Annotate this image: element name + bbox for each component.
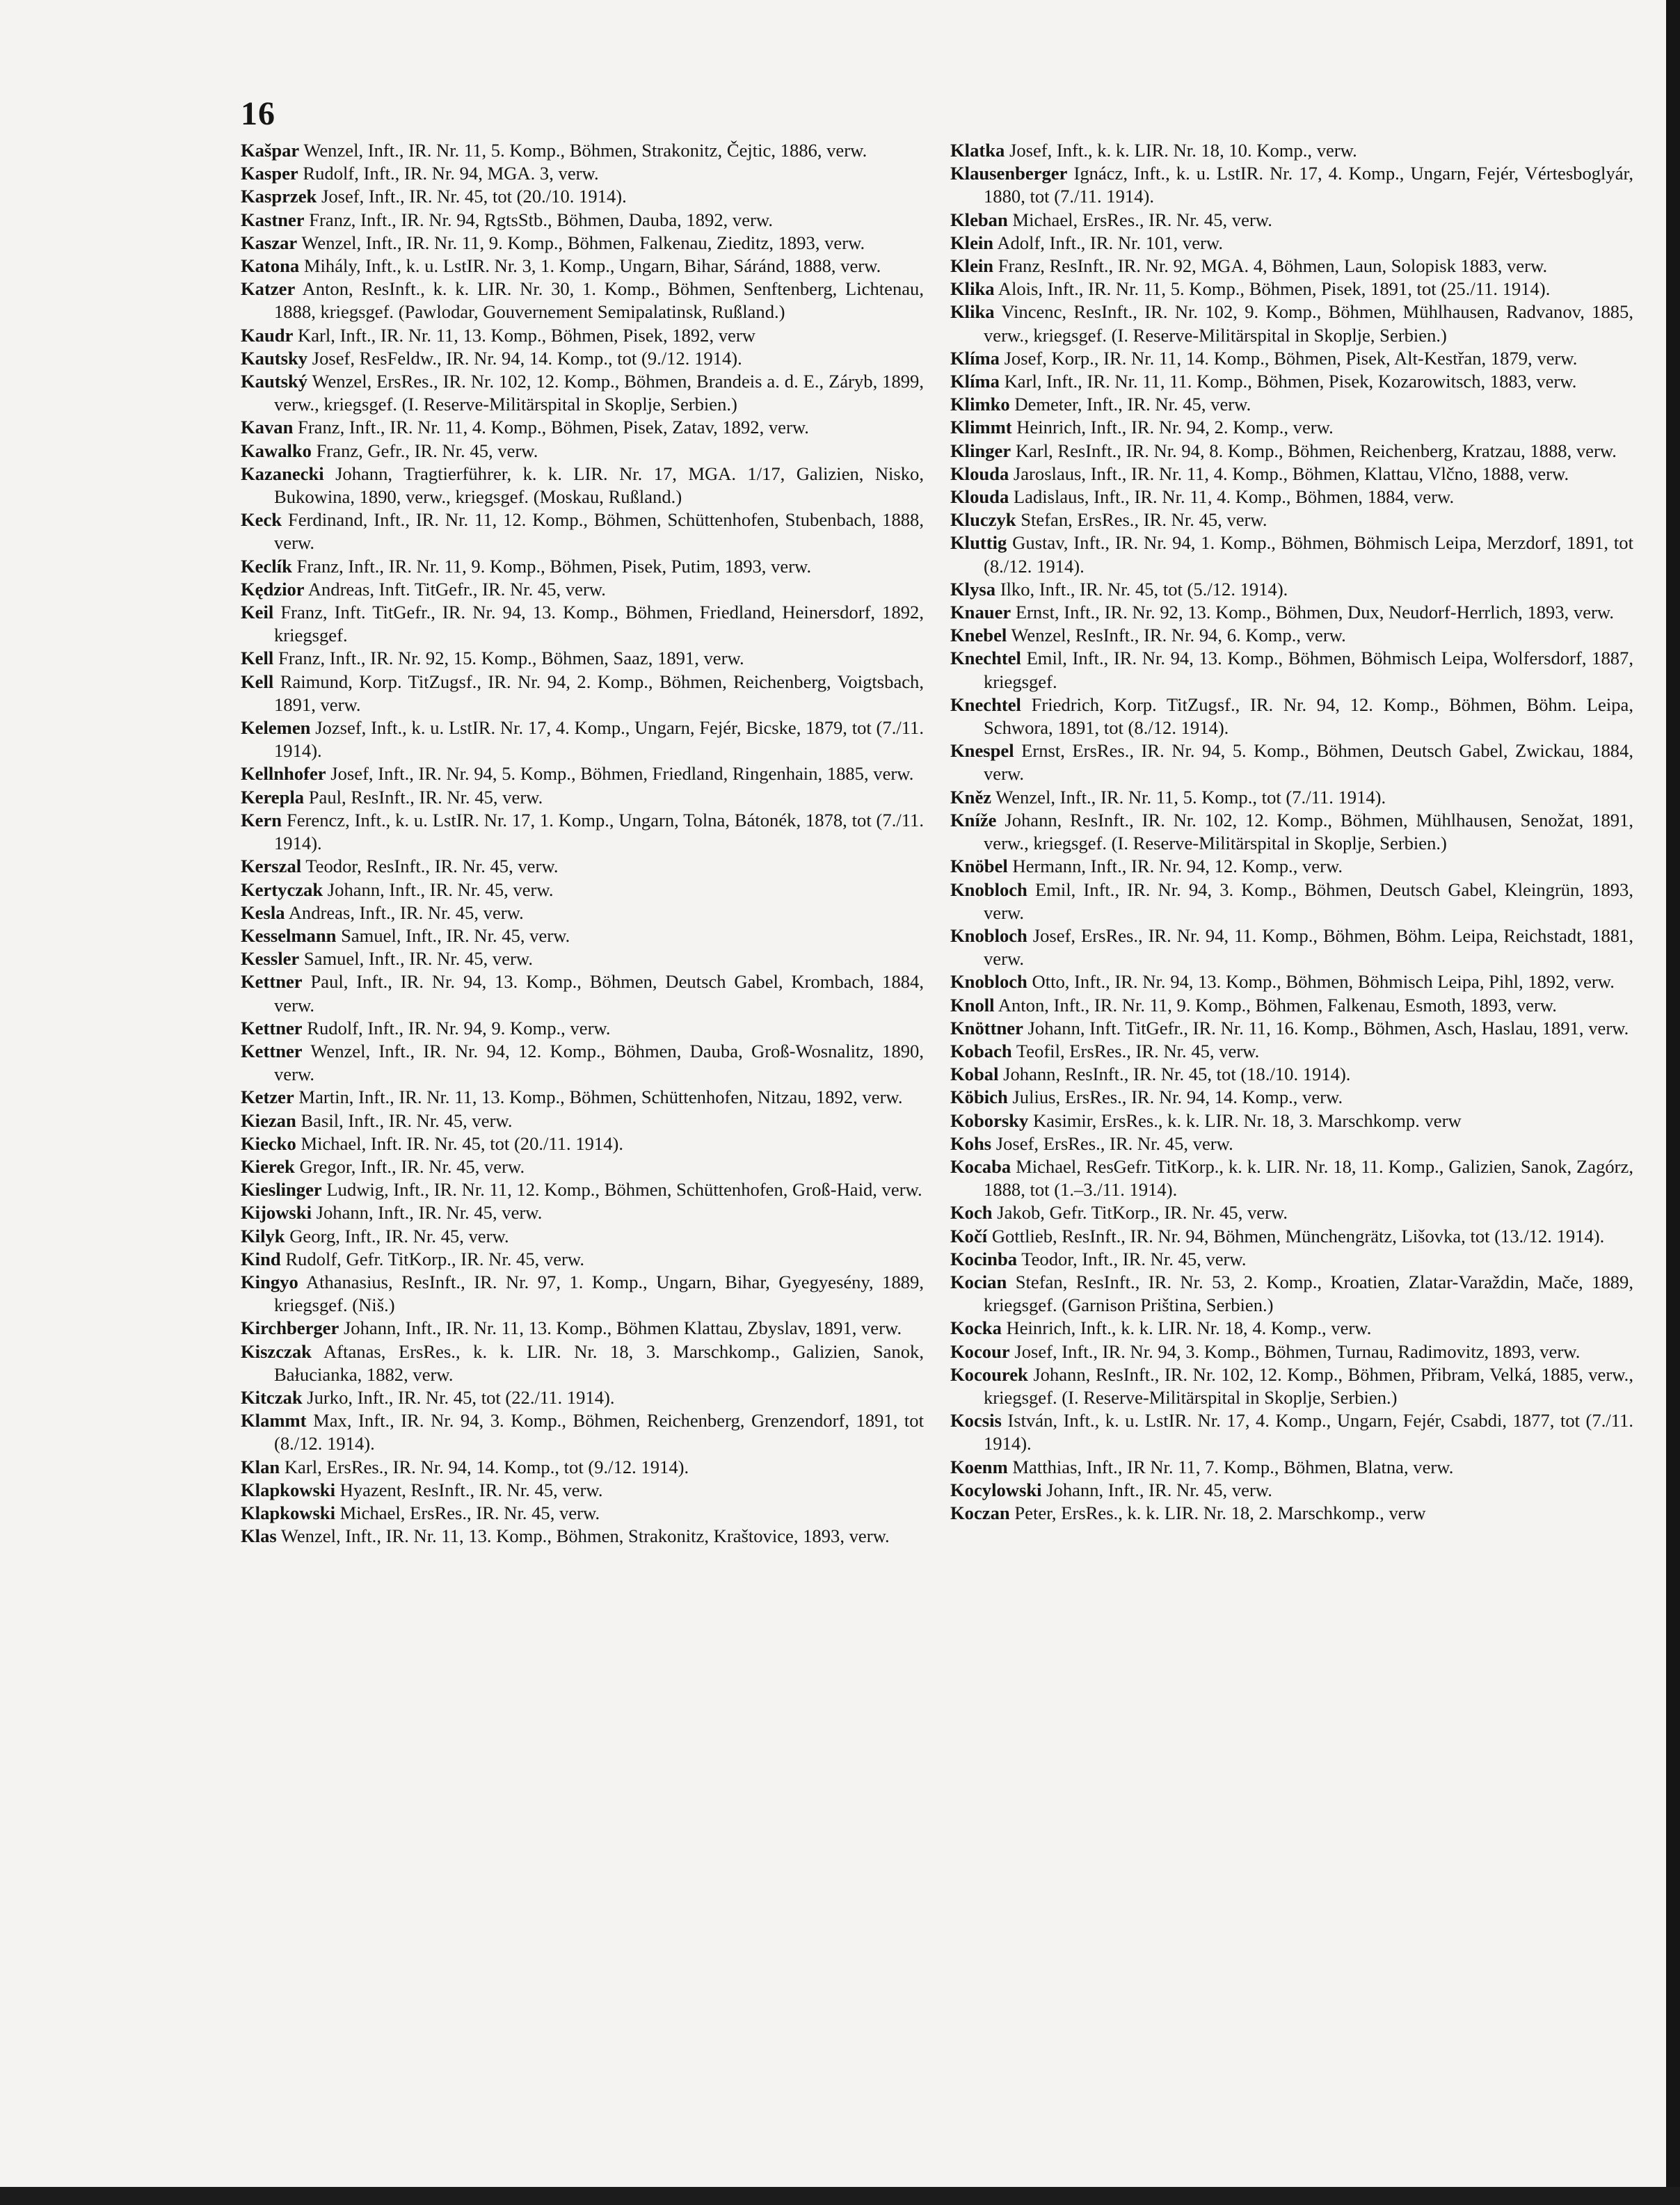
surname: Klapkowski [241, 1502, 335, 1523]
surname: Kobach [950, 1040, 1012, 1061]
entry-details: Franz, Inft., IR. Nr. 11, 9. Komp., Böhmen, Pisek, Putim, 1893, verw. [296, 555, 812, 577]
entry-details: Heinrich, Inft., IR. Nr. 94, 2. Komp., verw. [1016, 417, 1334, 438]
casualty-entry [241, 278, 924, 323]
entry-details: Franz, Inft., IR. Nr. 11, 4. Komp., Böhmen, Pisek, Zatav, 1892, verw. [298, 417, 809, 438]
scan-border-bottom [0, 2187, 1680, 2205]
entry-details: Teofil, ErsRes., IR. Nr. 45, verw. [1016, 1040, 1260, 1061]
casualty-entry [950, 1502, 1633, 1525]
entry-details: Josef, ErsRes., IR. Nr. 45, verw. [995, 1132, 1233, 1154]
entry-details: Rudolf, Gefr. TitKorp., IR. Nr. 45, verw. [285, 1248, 584, 1269]
surname: Kohs [950, 1132, 992, 1154]
entry-details: Johann, Inft., IR. Nr. 45, verw. [316, 1202, 543, 1224]
casualty-entry [950, 879, 1633, 924]
entry-details: Johann, ResInft., IR. Nr. 45, tot (18./10. 1914). [1003, 1064, 1351, 1085]
entry-details: Heinrich, Inft., k. k. LIR. Nr. 18, 4. Komp., verw. [1006, 1317, 1372, 1339]
entry-details: Wenzel, ResInft., IR. Nr. 94, 6. Komp., verw. [1011, 625, 1346, 646]
surname: Klysa [950, 578, 996, 600]
surname: Kilyk [241, 1225, 285, 1246]
entry-details: Andreas, Inft. TitGefr., IR. Nr. 45, verw. [307, 578, 606, 600]
surname: Kocsis [950, 1410, 1002, 1432]
casualty-entry [241, 855, 924, 878]
casualty-entry [241, 1040, 924, 1086]
casualty-entry [950, 924, 1633, 970]
surname: Kastner [241, 209, 305, 230]
casualty-entry [950, 347, 1633, 370]
casualty-entry [950, 162, 1633, 208]
surname: Keclík [241, 555, 292, 577]
entry-details: Ilko, Inft., IR. Nr. 45, tot (5./12. 1914). [1000, 578, 1288, 600]
casualty-entry [950, 855, 1633, 878]
entry-details: Ludwig, Inft., IR. Nr. 11, 12. Komp., Böhmen, Schüttenhofen, Groß-Haid, verw. [326, 1179, 922, 1201]
casualty-entry [241, 1225, 924, 1248]
casualty-entry [950, 624, 1633, 647]
casualty-entry [950, 1132, 1633, 1155]
casualty-entry [950, 232, 1633, 255]
casualty-entry [950, 255, 1633, 278]
entry-details: Anton, ResInft., k. k. LIR. Nr. 30, 1. Komp., Böhmen, Senftenberg, Lichtenau, 1888, kriegsgef. (Pawlodar, Gouvernement Semipalatinsk, Rußland.) [274, 278, 924, 323]
entry-details: Ladislaus, Inft., IR. Nr. 11, 4. Komp., Böhmen, 1884, verw. [1013, 486, 1455, 508]
surname: Kočí [950, 1225, 988, 1246]
entry-details: Michael, ErsRes., IR. Nr. 45, verw. [339, 1502, 600, 1523]
entry-details: Josef, Inft., IR. Nr. 94, 5. Komp., Böhmen, Friedland, Ringenhain, 1885, verw. [330, 763, 914, 785]
surname: Klausenberger [950, 163, 1068, 184]
surname: Ketzer [241, 1087, 294, 1108]
surname: Kettner [241, 1040, 303, 1061]
surname: Koch [950, 1202, 993, 1224]
casualty-entry [241, 647, 924, 670]
casualty-entry [241, 762, 924, 785]
surname: Klein [950, 255, 994, 277]
casualty-entry [241, 1456, 924, 1479]
casualty-entry [241, 1386, 924, 1409]
entry-details: Ferencz, Inft., k. u. LstIR. Nr. 17, 1. Komp., Ungarn, Tolna, Bátonék, 1878, tot (7./11. 1914). [274, 809, 924, 854]
entry-details: Ernst, ErsRes., IR. Nr. 94, 5. Komp., Böhmen, Deutsch Gabel, Zwickau, 1884, verw. [984, 740, 1633, 785]
casualty-entry [950, 370, 1633, 393]
casualty-entry [241, 347, 924, 370]
casualty-entry [950, 647, 1633, 693]
surname: Knebel [950, 625, 1007, 646]
surname: Knöttner [950, 1017, 1023, 1039]
casualty-entry [950, 139, 1633, 162]
casualty-entry [241, 601, 924, 647]
surname: Kerszal [241, 856, 302, 877]
casualty-entry [950, 1201, 1633, 1224]
surname: Kingyo [241, 1271, 298, 1292]
surname: Kertyczak [241, 879, 323, 900]
casualty-entry [241, 671, 924, 716]
casualty-entry [241, 879, 924, 901]
entry-details: Rudolf, Inft., IR. Nr. 94, 9. Komp., verw. [307, 1017, 611, 1039]
casualty-entry [950, 486, 1633, 508]
entry-details: Franz, ResInft., IR. Nr. 92, MGA. 4, Böhmen, Laun, Solopisk 1883, verw. [998, 255, 1548, 277]
entry-details: Paul, Inft., IR. Nr. 94, 13. Komp., Böhmen, Deutsch Gabel, Krombach, 1884, verw. [274, 971, 924, 1016]
entry-details: Jurko, Inft., IR. Nr. 45, tot (22./11. 1914). [307, 1386, 615, 1408]
entry-details: Jozsef, Inft., k. u. LstIR. Nr. 17, 4. Komp., Ungarn, Fejér, Bicske, 1879, tot (7./11. 1914). [274, 717, 924, 762]
left-column [241, 139, 924, 1548]
page-number: 16 [241, 95, 275, 132]
surname: Kerepla [241, 786, 305, 808]
entry-details: Samuel, Inft., IR. Nr. 45, verw. [303, 948, 534, 970]
surname: Klika [950, 278, 995, 300]
surname: Kasprzek [241, 186, 317, 207]
entry-details: Johann, Inft., IR. Nr. 45, verw. [1046, 1479, 1272, 1500]
entry-details: Raimund, Korp. TitZugsf., IR. Nr. 94, 2. Komp., Böhmen, Reichenberg, Voigtsbach, 1891, verw. [274, 671, 924, 715]
scan-border-right [1666, 0, 1680, 2205]
entry-details: Franz, Inft. TitGefr., IR. Nr. 94, 13. Komp., Böhmen, Friedland, Heinersdorf, 1892, kriegsgef. [274, 602, 924, 646]
casualty-entry [241, 463, 924, 508]
surname: Kobal [950, 1064, 999, 1085]
surname: Keil [241, 602, 274, 623]
casualty-entry [241, 1178, 924, 1201]
surname: Klapkowski [241, 1479, 335, 1500]
casualty-entry [241, 324, 924, 347]
entry-details: Karl, Inft., IR. Nr. 11, 11. Komp., Böhmen, Pisek, Kozarowitsch, 1883, verw. [1004, 371, 1577, 392]
entry-details: Ernst, Inft., IR. Nr. 92, 13. Komp., Böhmen, Dux, Neudorf-Herrlich, 1893, verw. [1015, 602, 1615, 623]
entry-details: Georg, Inft., IR. Nr. 45, verw. [289, 1225, 509, 1246]
surname: Kern [241, 809, 282, 831]
surname: Kirchberger [241, 1317, 339, 1339]
entry-details: Johann, Inft. TitGefr., IR. Nr. 11, 16. Komp., Böhmen, Asch, Haslau, 1891, verw. [1027, 1017, 1629, 1039]
surname: Klouda [950, 486, 1009, 508]
right-column [950, 139, 1633, 1525]
casualty-entry [950, 1479, 1633, 1502]
casualty-entry [950, 1340, 1633, 1363]
surname: Kell [241, 671, 274, 692]
casualty-entry [950, 1155, 1633, 1201]
entry-details: Samuel, Inft., IR. Nr. 45, verw. [341, 924, 570, 946]
surname: Klatka [950, 140, 1005, 161]
entry-details: Teodor, Inft., IR. Nr. 45, verw. [1021, 1248, 1247, 1269]
entry-details: Josef, ErsRes., IR. Nr. 94, 11. Komp., Böhmen, Böhm. Leipa, Reichstadt, 1881, verw. [984, 924, 1633, 970]
surname: Klíma [950, 371, 1000, 392]
surname: Kiszczak [241, 1340, 312, 1362]
surname: Kazanecki [241, 463, 324, 484]
entry-details: Karl, ResInft., IR. Nr. 94, 8. Komp., Böhmen, Reichenberg, Kratzau, 1888, verw. [1015, 440, 1617, 461]
entry-details: Rudolf, Inft., IR. Nr. 94, MGA. 3, verw. [303, 163, 599, 184]
casualty-entry [241, 924, 924, 947]
casualty-entry [241, 809, 924, 855]
surname: Kieslinger [241, 1179, 322, 1201]
surname: Klinger [950, 440, 1011, 461]
entry-details: Vincenc, ResInft., IR. Nr. 102, 9. Komp., Böhmen, Mühlhausen, Radvanov, 1885, verw., kriegsgef. (I. Reserve-Militärspital in Skoplje, Serbien.) [984, 301, 1633, 346]
surname: Kesselmann [241, 924, 337, 946]
entry-details: Peter, ErsRes., k. k. LIR. Nr. 18, 2. Marschkomp., verw [1014, 1502, 1426, 1523]
surname: Kiecko [241, 1132, 296, 1154]
surname: Klimmt [950, 417, 1012, 438]
entry-details: Franz, Inft., IR. Nr. 94, RgtsStb., Böhmen, Dauba, 1892, verw. [309, 209, 773, 230]
entry-details: Wenzel, Inft., IR. Nr. 11, 5. Komp., Böhmen, Strakonitz, Čejtic, 1886, verw. [303, 140, 867, 161]
entry-details: Josef, Inft., IR. Nr. 45, tot (20./10. 1914). [321, 186, 627, 207]
surname: Kettner [241, 1017, 303, 1039]
casualty-entry [241, 162, 924, 185]
surname: Klimko [950, 394, 1010, 415]
entry-details: Paul, ResInft., IR. Nr. 45, verw. [308, 786, 543, 808]
surname: Klas [241, 1525, 277, 1547]
casualty-entry [241, 209, 924, 232]
surname: Knobloch [950, 879, 1027, 900]
surname: Kawalko [241, 440, 312, 461]
surname: Kędzior [241, 578, 305, 600]
surname: Klíma [950, 347, 1000, 369]
surname: Kaszar [241, 232, 298, 253]
entry-details: Matthias, Inft., IR Nr. 11, 7. Komp., Böhmen, Blatna, verw. [1012, 1456, 1454, 1477]
entry-details: Johann, Inft., IR. Nr. 11, 13. Komp., Böhmen Klattau, Zbyslav, 1891, verw. [343, 1317, 902, 1339]
entry-details: Andreas, Inft., IR. Nr. 45, verw. [288, 901, 524, 923]
casualty-entry [241, 1132, 924, 1155]
entry-details: István, Inft., k. u. LstIR. Nr. 17, 4. Komp., Ungarn, Fejér, Csabdi, 1877, tot (7./11. 1914). [984, 1410, 1633, 1454]
entry-details: Alois, Inft., IR. Nr. 11, 5. Komp., Böhmen, Pisek, 1891, tot (25./11. 1914). [998, 278, 1551, 300]
surname: Knobloch [950, 971, 1027, 993]
casualty-entry [950, 463, 1633, 486]
entry-details: Basil, Inft., IR. Nr. 45, verw. [301, 1109, 513, 1131]
entry-details: Athanasius, ResInft., IR. Nr. 97, 1. Komp., Ungarn, Bihar, Gyegyesény, 1889, kriegsgef. (Niš.) [274, 1271, 924, 1316]
surname: Knechtel [950, 648, 1021, 669]
casualty-entry [950, 970, 1633, 993]
casualty-entry [241, 1479, 924, 1502]
surname: Kocinba [950, 1248, 1018, 1269]
entry-details: Gregor, Inft., IR. Nr. 45, verw. [299, 1155, 525, 1177]
surname: Kettner [241, 971, 303, 993]
casualty-entry [950, 1225, 1633, 1248]
casualty-entry [950, 531, 1633, 577]
casualty-entry [950, 440, 1633, 463]
surname: Kind [241, 1248, 281, 1269]
casualty-entry [950, 1086, 1633, 1109]
entry-details: Franz, Gefr., IR. Nr. 45, verw. [316, 440, 538, 461]
casualty-entry [241, 1017, 924, 1040]
entry-details: Gottlieb, ResInft., IR. Nr. 94, Böhmen, Münchengrätz, Lišovka, tot (13./12. 1914). [991, 1225, 1605, 1246]
surname: Kluczyk [950, 509, 1016, 531]
surname: Kautský [241, 371, 308, 392]
entry-details: Josef, ResFeldw., IR. Nr. 94, 14. Komp., tot (9./12. 1914). [312, 347, 742, 369]
entry-details: Martin, Inft., IR. Nr. 11, 13. Komp., Böhmen, Schüttenhofen, Nitzau, 1892, verw. [298, 1087, 903, 1108]
surname: Kesla [241, 901, 285, 923]
surname: Katzer [241, 278, 296, 300]
casualty-entry [241, 1409, 924, 1455]
casualty-entry [241, 578, 924, 601]
entry-details: Michael, Inft. IR. Nr. 45, tot (20./11. 1914). [301, 1132, 624, 1154]
casualty-entry [241, 232, 924, 255]
casualty-entry [950, 1271, 1633, 1317]
casualty-entry [241, 1525, 924, 1548]
casualty-entry [950, 393, 1633, 416]
surname: Klouda [950, 463, 1009, 484]
entry-details: Hyazent, ResInft., IR. Nr. 45, verw. [339, 1479, 603, 1500]
casualty-entry [241, 786, 924, 809]
surname: Kašpar [241, 140, 300, 161]
entry-details: Michael, ResGefr. TitKorp., k. k. LIR. Nr. 18, 11. Komp., Galizien, Sanok, Zagórz, 1888, tot (1.–3./11. 1914). [984, 1155, 1633, 1201]
surname: Kessler [241, 948, 300, 970]
surname: Kijowski [241, 1202, 312, 1224]
surname: Kellnhofer [241, 763, 326, 785]
entry-details: Ferdinand, Inft., IR. Nr. 11, 12. Komp., Böhmen, Schüttenhofen, Stubenbach, 1888, verw. [274, 509, 924, 554]
casualty-entry [241, 1086, 924, 1109]
surname: Knöbel [950, 856, 1008, 877]
entry-details: Stefan, ResInft., IR. Nr. 53, 2. Komp., Kroatien, Zlatar-Varaždin, Mače, 1889, kriegsgef. (Garnison Priština, Serbien.) [984, 1271, 1633, 1316]
entry-details: Josef, Inft., IR. Nr. 94, 3. Komp., Böhmen, Turnau, Radimovitz, 1893, verw. [1014, 1340, 1581, 1362]
casualty-entry [950, 601, 1633, 624]
entry-details: Otto, Inft., IR. Nr. 94, 13. Komp., Böhmen, Böhmisch Leipa, Pihl, 1892, verw. [1032, 971, 1615, 993]
entry-details: Max, Inft., IR. Nr. 94, 3. Komp., Böhmen, Reichenberg, Grenzendorf, 1891, tot (8./12. 1914). [274, 1410, 924, 1454]
entry-details: Mihály, Inft., k. u. LstIR. Nr. 3, 1. Komp., Ungarn, Bihar, Sáránd, 1888, verw. [303, 255, 881, 277]
casualty-entry [950, 1409, 1633, 1455]
casualty-entry [241, 970, 924, 1016]
entry-details: Johann, Tragtierführer, k. k. LIR. Nr. 17, MGA. 1/17, Galizien, Nisko, Bukowina, 1890, verw., kriegsgef. (Moskau, Rußland.) [274, 463, 924, 508]
casualty-entry [950, 1317, 1633, 1340]
casualty-entry [950, 1017, 1633, 1040]
casualty-entry [950, 278, 1633, 300]
casualty-entry [950, 578, 1633, 601]
surname: Kocaba [950, 1155, 1011, 1177]
surname: Kell [241, 648, 274, 669]
entry-details: Emil, Inft., IR. Nr. 94, 3. Komp., Böhmen, Deutsch Gabel, Kleingrün, 1893, verw. [984, 879, 1633, 923]
surname: Kitczak [241, 1386, 303, 1408]
entry-details: Johann, ResInft., IR. Nr. 102, 12. Komp., Böhmen, Mühlhausen, Senožat, 1891, verw., kriegsgef. (I. Reserve-Militärspital in Skoplje, Serbien.) [984, 809, 1633, 854]
surname: Katona [241, 255, 300, 277]
casualty-entry [950, 809, 1633, 855]
entry-details: Gustav, Inft., IR. Nr. 94, 1. Komp., Böhmen, Böhmisch Leipa, Merzdorf, 1891, tot (8./12. 1914). [984, 532, 1633, 577]
entry-details: Karl, ErsRes., IR. Nr. 94, 14. Komp., tot (9./12. 1914). [284, 1456, 689, 1477]
casualty-entry [241, 1271, 924, 1317]
casualty-entry [241, 139, 924, 162]
surname: Knoll [950, 994, 995, 1016]
entry-details: Johann, ResInft., IR. Nr. 102, 12. Komp., Böhmen, Přibram, Velká, 1885, verw., kriegsgef. (I. Reserve-Militärspital in Skoplje, Serbien.) [984, 1363, 1633, 1408]
casualty-entry [241, 1248, 924, 1271]
entry-details: Anton, Inft., IR. Nr. 11, 9. Komp., Böhmen, Falkenau, Esmoth, 1893, verw. [998, 994, 1557, 1016]
entry-details: Demeter, Inft., IR. Nr. 45, verw. [1014, 394, 1251, 415]
casualty-entry [950, 739, 1633, 785]
surname: Kluttig [950, 532, 1007, 554]
surname: Knespel [950, 740, 1014, 762]
surname: Koczan [950, 1502, 1010, 1523]
surname: Kiezan [241, 1109, 296, 1131]
entry-details: Ignácz, Inft., k. u. LstIR. Nr. 17, 4. Komp., Ungarn, Fejér, Vértesboglyár, 1880, tot (7./11. 1914). [984, 163, 1633, 207]
surname: Klammt [241, 1410, 307, 1432]
surname: Kautsky [241, 347, 308, 369]
casualty-entry [950, 209, 1633, 232]
entry-details: Wenzel, Inft., IR. Nr. 11, 13. Komp., Böhmen, Strakonitz, Kraštovice, 1893, verw. [280, 1525, 890, 1547]
surname: Klika [950, 301, 995, 323]
surname: Kocylowski [950, 1479, 1042, 1500]
surname: Kocourek [950, 1363, 1028, 1385]
casualty-entry [950, 1363, 1633, 1409]
casualty-entry [950, 1063, 1633, 1086]
entry-details: Wenzel, Inft., IR. Nr. 94, 12. Komp., Böhmen, Dauba, Groß-Wosnalitz, 1890, verw. [274, 1040, 924, 1085]
casualty-entry [241, 370, 924, 416]
surname: Kněz [950, 786, 992, 808]
surname: Kaudr [241, 324, 294, 346]
surname: Kelemen [241, 717, 311, 739]
entry-details: Aftanas, ErsRes., k. k. LIR. Nr. 18, 3. Marschkomp., Galizien, Sanok, Bałucianka, 1882, verw. [274, 1340, 924, 1385]
surname: Klein [950, 232, 994, 253]
casualty-entry [950, 300, 1633, 346]
casualty-entry [241, 185, 924, 208]
casualty-entry [241, 1502, 924, 1525]
surname: Kavan [241, 417, 294, 438]
casualty-entry [241, 1109, 924, 1132]
entry-details: Karl, Inft., IR. Nr. 11, 13. Komp., Böhmen, Pisek, 1892, verw [298, 324, 755, 346]
surname: Kocour [950, 1340, 1010, 1362]
entry-details: Wenzel, ErsRes., IR. Nr. 102, 12. Komp., Böhmen, Brandeis a. d. E., Záryb, 1899, verw., kriegsgef. (I. Reserve-Militärspital in Skoplje, Serbien.) [274, 371, 924, 415]
entry-details: Kasimir, ErsRes., k. k. LIR. Nr. 18, 3. Marschkomp. verw [1032, 1109, 1462, 1131]
entry-details: Wenzel, Inft., IR. Nr. 11, 5. Komp., tot (7./11. 1914). [995, 786, 1386, 808]
surname: Knížе [950, 809, 997, 831]
casualty-entry [950, 1248, 1633, 1271]
entry-details: Stefan, ErsRes., IR. Nr. 45, verw. [1021, 509, 1267, 531]
casualty-entry [241, 416, 924, 439]
entry-details: Adolf, Inft., IR. Nr. 101, verw. [997, 232, 1223, 253]
casualty-entry [950, 693, 1633, 739]
casualty-entry [241, 901, 924, 924]
casualty-entry [241, 1155, 924, 1178]
casualty-entry [241, 508, 924, 554]
entry-details: Jaroslaus, Inft., IR. Nr. 11, 4. Komp., Böhmen, Klattau, Vlčno, 1888, verw. [1013, 463, 1569, 484]
surname: Koenm [950, 1456, 1008, 1477]
surname: Kierek [241, 1155, 295, 1177]
casualty-entry [950, 416, 1633, 439]
entry-details: Josef, Inft., k. k. LIR. Nr. 18, 10. Komp., verw. [1009, 140, 1357, 161]
entry-details: Emil, Inft., IR. Nr. 94, 13. Komp., Böhmen, Böhmisch Leipa, Wolfersdorf, 1887, kriegsgef. [984, 648, 1633, 692]
entry-details: Friedrich, Korp. TitZugsf., IR. Nr. 94, 12. Komp., Böhmen, Böhm. Leipa, Schwora, 1891, tot (8./12. 1914). [984, 693, 1633, 739]
surname: Klan [241, 1456, 280, 1477]
entry-details: Julius, ErsRes., IR. Nr. 94, 14. Komp., verw. [1012, 1087, 1343, 1108]
casualty-entry [241, 716, 924, 762]
casualty-entry [241, 947, 924, 970]
casualty-entry [241, 440, 924, 463]
casualty-entry [241, 1317, 924, 1340]
casualty-entry [950, 1109, 1633, 1132]
casualty-entry [950, 994, 1633, 1017]
entry-details: Michael, ErsRes., IR. Nr. 45, verw. [1012, 209, 1272, 230]
casualty-entry [241, 1340, 924, 1386]
surname: Knobloch [950, 924, 1027, 946]
surname: Kocka [950, 1317, 1002, 1339]
surname: Knauer [950, 602, 1011, 623]
casualty-entry [241, 1201, 924, 1224]
surname: Kocian [950, 1271, 1007, 1292]
surname: Köbich [950, 1087, 1008, 1108]
entry-details: Johann, Inft., IR. Nr. 45, verw. [327, 879, 554, 900]
casualty-entry [241, 255, 924, 278]
casualty-entry [950, 1456, 1633, 1479]
surname: Knechtel [950, 693, 1021, 715]
entry-details: Josef, Korp., IR. Nr. 11, 14. Komp., Böhmen, Pisek, Alt-Kestřan, 1879, verw. [1004, 347, 1578, 369]
surname: Keck [241, 509, 282, 531]
casualty-entry [950, 786, 1633, 809]
entry-details: Franz, Inft., IR. Nr. 92, 15. Komp., Böhmen, Saaz, 1891, verw. [278, 648, 744, 669]
surname: Kasper [241, 163, 298, 184]
surname: Kleban [950, 209, 1008, 230]
casualty-entry [950, 1040, 1633, 1063]
casualty-entry [950, 508, 1633, 531]
entry-details: Wenzel, Inft., IR. Nr. 11, 9. Komp., Böhmen, Falkenau, Zieditz, 1893, verw. [301, 232, 865, 253]
surname: Koborsky [950, 1109, 1029, 1131]
entry-details: Teodor, ResInft., IR. Nr. 45, verw. [305, 856, 559, 877]
entry-details: Hermann, Inft., IR. Nr. 94, 12. Komp., verw. [1012, 856, 1343, 877]
entry-details: Jakob, Gefr. TitKorp., IR. Nr. 45, verw. [997, 1202, 1288, 1224]
casualty-entry [241, 555, 924, 578]
